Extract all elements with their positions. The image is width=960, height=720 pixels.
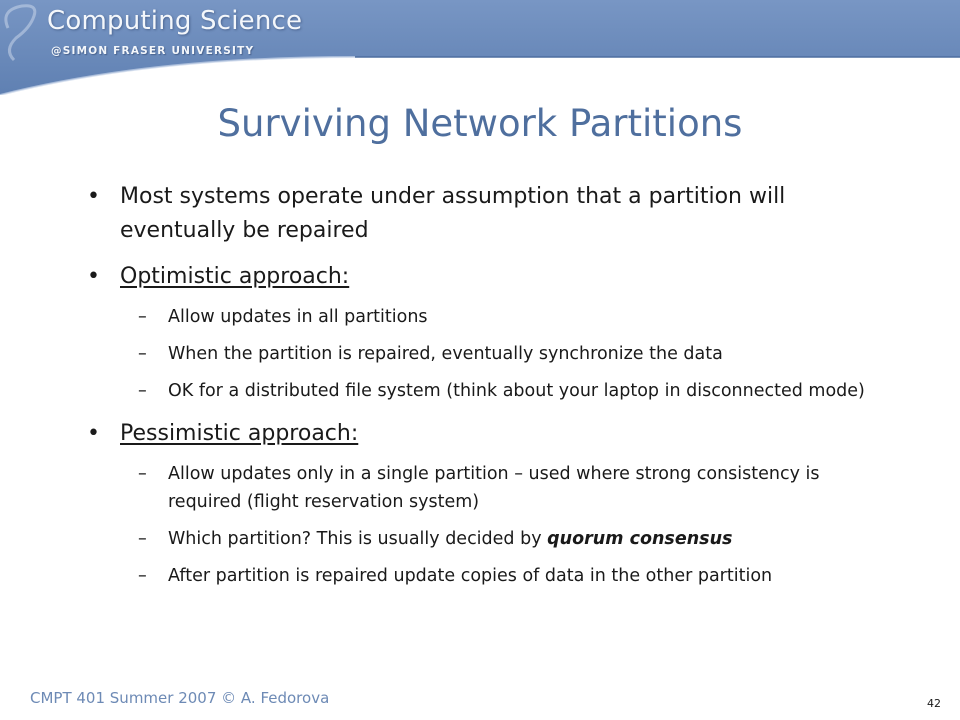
sub-bullet-text: Allow updates only in a single partition – used where strong consistency is required (flight reservation system) xyxy=(168,464,820,512)
sub-bullet-item xyxy=(80,525,880,553)
sub-bullet-text: When the partition is repaired, eventually synchronize the data xyxy=(168,344,723,364)
page-number: 42 xyxy=(927,697,941,710)
sub-bullet-text: Which partition? This is usually decided by xyxy=(168,529,542,549)
sub-bullet-item xyxy=(80,340,880,368)
dash-icon: – xyxy=(138,307,147,327)
bullet-dot-icon: • xyxy=(87,184,100,209)
sub-bullet-item xyxy=(80,303,880,331)
dash-icon: – xyxy=(138,566,147,586)
dash-icon: – xyxy=(138,344,147,364)
bullet-dot-icon: • xyxy=(87,421,100,446)
sub-bullet-item xyxy=(80,377,880,405)
bullet-text: Pessimistic approach: xyxy=(120,421,359,446)
dash-icon: – xyxy=(138,381,147,401)
bullet-item xyxy=(80,260,880,294)
logo-title: Computing Science xyxy=(47,6,303,36)
slide-title: Surviving Network Partitions xyxy=(217,102,743,145)
sub-bullet-text: After partition is repaired update copies of data in the other partition xyxy=(168,566,773,586)
bullet-text: Optimistic approach: xyxy=(120,264,350,289)
dash-icon: – xyxy=(138,464,147,484)
sub-bullet-item xyxy=(80,460,880,516)
footer-course: CMPT 401 Summer 2007 © A. Fedorova xyxy=(30,689,330,707)
emphasis-text: quorum consensus xyxy=(547,529,733,549)
bullet-dot-icon: • xyxy=(87,264,100,289)
bullet-item xyxy=(80,417,880,451)
sub-bullet-item xyxy=(80,562,880,590)
sub-bullet-text: Allow updates in all partitions xyxy=(168,307,428,327)
bullet-item xyxy=(80,180,880,248)
sub-bullet-text: OK for a distributed file system (think about your laptop in disconnected mode) xyxy=(168,381,865,401)
dash-icon: – xyxy=(138,529,147,549)
header-banner xyxy=(0,0,960,95)
bullet-text: Most systems operate under assumption that a partition will eventually be repaired xyxy=(120,184,786,243)
slide-content xyxy=(80,180,880,590)
logo-subtitle: @SIMON FRASER UNIVERSITY xyxy=(51,45,255,57)
